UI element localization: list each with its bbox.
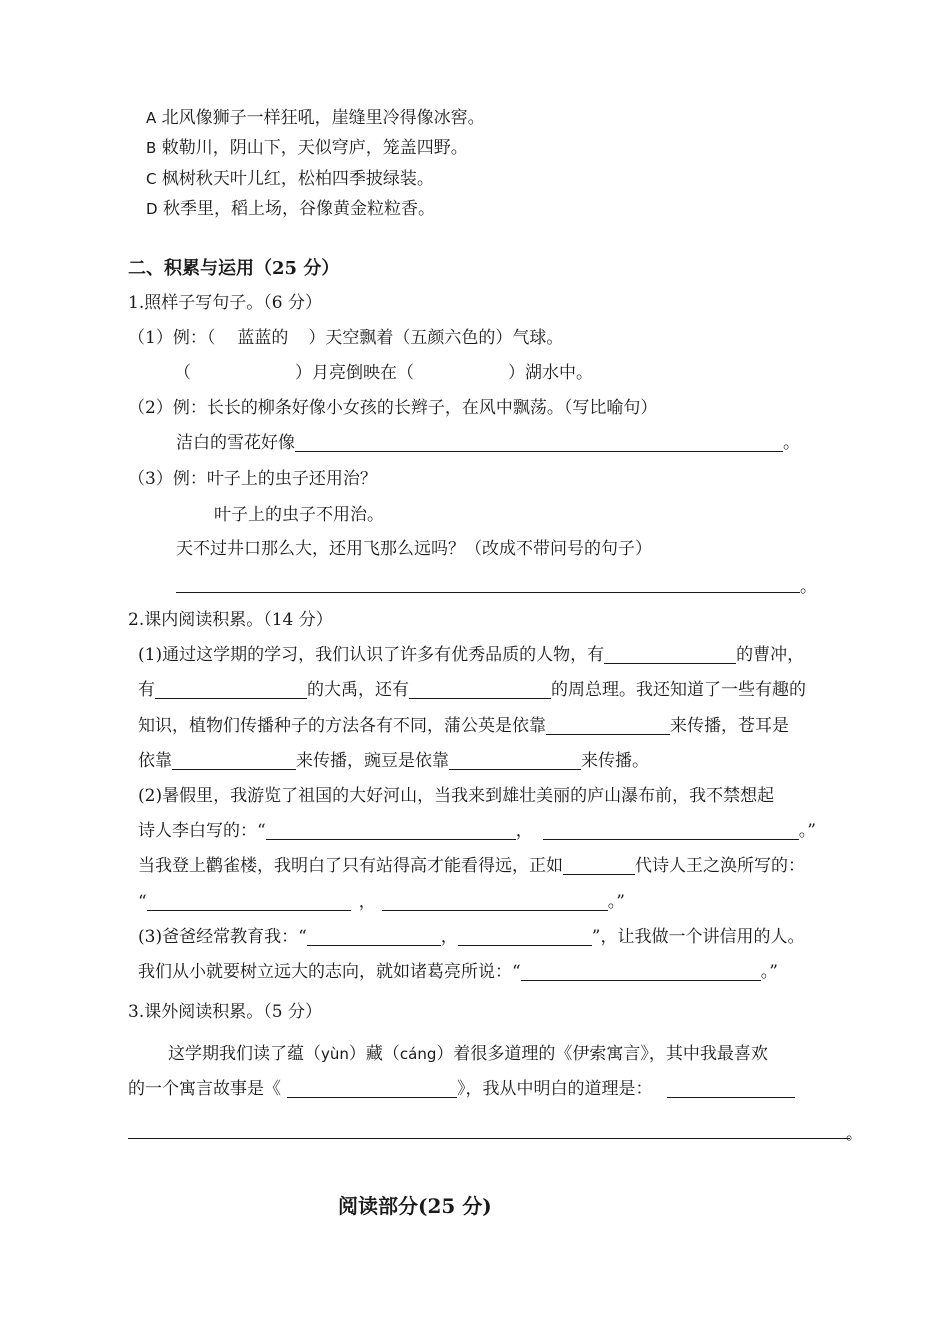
option-text: 敕勒川，阴山下，天似穹庐，笼盖四野。 — [161, 138, 468, 158]
text: 。” — [798, 821, 816, 841]
text: 知识，植物们传播种子的方法各有不同，蒲公英是依靠 — [138, 716, 546, 736]
q1-item-1-example-word: 蓝蓝的 — [237, 328, 289, 348]
q1-item-1-end: ）湖水中。 — [508, 363, 593, 383]
section-heading: 二、积累与运用（25 分） — [128, 258, 340, 279]
q2-paragraph-3-line-1 — [138, 925, 804, 949]
paren-open: （ — [174, 363, 191, 383]
text: 的大禹，还有 — [307, 680, 409, 700]
option-b — [146, 136, 468, 160]
answer-blank[interactable] — [521, 962, 761, 981]
q1-item-1 — [128, 326, 563, 350]
answer-blank[interactable] — [449, 751, 581, 770]
text: ）藏（ — [348, 1044, 400, 1064]
period: 。 — [846, 1124, 863, 1144]
option-text: 北风像狮子一样狂吼，崖缝里冷得像冰窖。 — [161, 108, 485, 128]
option-letter: B — [146, 139, 157, 157]
text: 这学期我们读了蕴（ — [168, 1044, 321, 1064]
pinyin: yùn — [321, 1045, 349, 1063]
text: 我们从小就要树立远大的志向，就如诸葛亮所说：“ — [138, 962, 521, 982]
q1-item-1-middle: ）月亮倒映在（ — [295, 363, 414, 383]
option-text: 枫树秋天叶儿红，松柏四季披绿装。 — [161, 169, 434, 189]
q1-item-1-suffix: ）天空飘着（五颜六色的）气球。 — [308, 328, 564, 348]
q1-item-3-example: （3）例：叶子上的虫子还用治？ — [128, 469, 377, 489]
option-a — [146, 106, 485, 130]
q2-paragraph-3-line-2 — [138, 960, 778, 984]
q1-item-1-exercise — [174, 361, 593, 385]
q2-paragraph-1-line-3 — [138, 714, 789, 738]
q2-paragraph-2-line-2 — [138, 819, 816, 843]
answer-blank[interactable] — [307, 927, 441, 946]
question-2-title: 2.课内阅读积累。（14 分） — [128, 610, 333, 630]
option-letter: C — [146, 170, 157, 188]
text: 。” — [760, 962, 778, 982]
q2-paragraph-2-line-3 — [138, 854, 805, 878]
text: 依靠 — [138, 751, 172, 771]
question-3-title: 3.课外阅读积累。（5 分） — [128, 1002, 322, 1022]
q1-item-3-answer-example: 叶子上的虫子不用治。 — [214, 505, 384, 525]
text: (3)爸爸经常教育我：“ — [138, 927, 307, 947]
text: 来传播，豌豆是依靠 — [296, 751, 449, 771]
answer-blank[interactable] — [543, 821, 799, 840]
answer-line[interactable] — [176, 592, 800, 593]
answer-blank[interactable] — [409, 680, 551, 699]
answer-blank[interactable] — [382, 892, 608, 911]
text: 代诗人王之涣所写的： — [635, 856, 805, 876]
answer-blank[interactable] — [458, 927, 592, 946]
q1-item-2-exercise — [176, 431, 800, 455]
text: ”，让我做一个讲信用的人。 — [591, 927, 805, 947]
option-letter: D — [146, 200, 158, 218]
period: 。 — [800, 577, 817, 597]
option-letter: A — [146, 109, 157, 127]
q3-line-1 — [168, 1042, 768, 1066]
text: 诗人李白写的：“ — [138, 821, 266, 841]
q1-item-2-prompt: 洁白的雪花好像 — [176, 433, 295, 453]
text: 来传播。 — [581, 751, 649, 771]
text: 》，我从中明白的道理是： — [457, 1079, 653, 1099]
q2-paragraph-2-line-1: (2)暑假里，我游览了祖国的大好河山，当我来到雄壮美丽的庐山瀑布前，我不禁想起 — [138, 786, 775, 806]
q2-paragraph-1-line-2 — [138, 678, 806, 702]
text: (1)通过这学期的学习，我们认识了许多有优秀品质的人物，有 — [138, 645, 605, 665]
pinyin: cáng — [399, 1045, 437, 1063]
answer-blank[interactable] — [667, 1079, 795, 1098]
q3-line-2 — [128, 1077, 795, 1101]
text: 当我登上鹳雀楼，我明白了只有站得高才能看得远，正如 — [138, 856, 563, 876]
period: 。 — [783, 433, 800, 453]
answer-line[interactable] — [128, 1138, 850, 1139]
option-c — [146, 167, 434, 191]
text: 。” — [607, 892, 625, 912]
text: 的曹冲， — [736, 645, 805, 665]
reading-section-title: 阅读部分(25 分) — [338, 1194, 492, 1218]
text: “ — [138, 892, 147, 912]
answer-blank[interactable] — [563, 856, 635, 875]
q1-item-1-prefix: （1）例：（ — [128, 328, 216, 348]
text: ， — [440, 927, 458, 947]
answer-blank[interactable] — [266, 821, 516, 840]
text: ）着很多道理的《伊索寓言》，其中我最喜欢 — [436, 1044, 768, 1064]
answer-blank[interactable] — [147, 892, 351, 911]
text: 的一个寓言故事是《 — [128, 1079, 281, 1099]
q1-item-3-task: 天不过井口那么大，还用飞那么远吗？（改成不带问号的句子） — [176, 539, 652, 559]
answer-blank[interactable] — [295, 433, 783, 452]
text: ， — [358, 892, 376, 912]
question-1-title: 1.照样子写句子。（6 分） — [128, 293, 322, 313]
answer-blank[interactable] — [155, 680, 307, 699]
answer-blank[interactable] — [287, 1079, 457, 1098]
answer-blank[interactable] — [546, 716, 670, 735]
answer-blank[interactable] — [172, 751, 296, 770]
text: 的周总理。我还知道了一些有趣的 — [551, 680, 806, 700]
q1-item-2-example: （2）例：长长的柳条好像小女孩的长辫子，在风中飘荡。（写比喻句） — [128, 398, 658, 418]
text: 来传播，苍耳是 — [670, 716, 789, 736]
option-d — [146, 197, 435, 221]
text: 有 — [138, 680, 155, 700]
text: ， — [515, 821, 533, 841]
q2-paragraph-1-line-1 — [138, 643, 804, 667]
q2-paragraph-1-line-4 — [138, 749, 649, 773]
option-text: 秋季里，稻上场，谷像黄金粒粒香。 — [162, 199, 435, 219]
answer-blank[interactable] — [604, 645, 736, 664]
q2-paragraph-2-line-4 — [138, 890, 625, 914]
